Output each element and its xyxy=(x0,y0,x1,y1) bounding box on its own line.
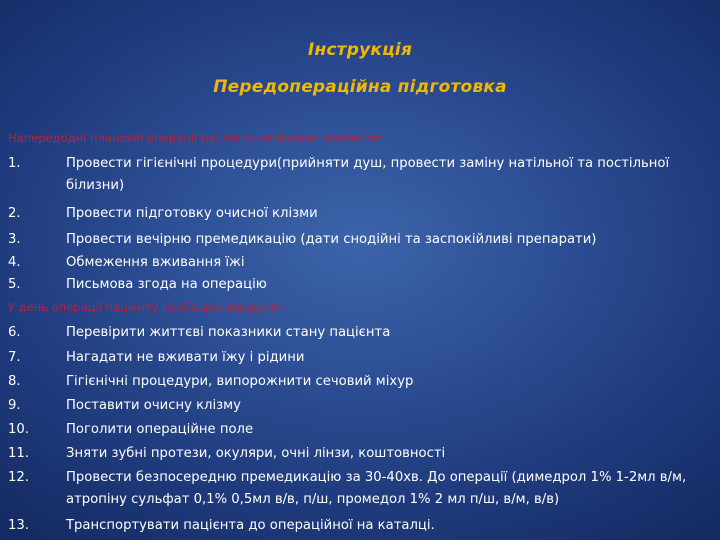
list-item-text: Зняти зубні протези, окуляри, очні лінзи, коштовності xyxy=(66,446,446,461)
list-item-number: 11. xyxy=(8,446,29,461)
list-item-number: 8. xyxy=(8,374,21,389)
section-note-surgery-day: У день операції пацієнту необхідно провести: xyxy=(8,300,288,314)
list-item-text: Провести вечірню премедикацію (дати снодійні та заспокійливі препарати) xyxy=(66,232,597,247)
list-item-number: 1. xyxy=(8,156,21,171)
list-item-number: 6. xyxy=(8,325,21,340)
slide-title: Інструкція xyxy=(307,40,413,60)
list-item-text: Гігієнічні процедури, випорожнити сечовий міхур xyxy=(66,374,414,389)
slide-subtitle: Передопераційна підготовка xyxy=(213,77,507,97)
list-item-number: 2. xyxy=(8,206,21,221)
list-item-number: 12. xyxy=(8,470,29,485)
list-item-text: Нагадати не вживати їжу і рідини xyxy=(66,350,305,365)
list-item-text: Провести безпосередню премедикацію за 30-40хв. До операції (димедрол 1% 1-2мл в/м, атропіну сульфат 0,1% 0,5мл в/в, п/ш, промедол 1% 2 мл п/ш, в/м, в/в) xyxy=(66,470,687,507)
list-item-text: Поголити операційне поле xyxy=(66,422,254,437)
list-item-number: 7. xyxy=(8,350,21,365)
list-item-text: Поставити очисну клізму xyxy=(66,398,241,413)
section-note-preop-day: Напередодні планової операції пацієнту необхідно провести: xyxy=(8,131,383,145)
list-item-text: Провести гігієнічні процедури(прийняти душ, провести заміну натільної та постільної білизни) xyxy=(66,156,670,193)
list-item-text: Перевірити життєві показники стану пацієнта xyxy=(66,325,391,340)
list-item-number: 4. xyxy=(8,255,21,270)
list-item-text: Письмова згода на операцію xyxy=(66,277,267,292)
list-item-number: 9. xyxy=(8,398,21,413)
list-item-number: 10. xyxy=(8,422,29,437)
list-item-text: Транспортувати пацієнта до операційної на каталці. xyxy=(66,518,435,533)
list-item-number: 13. xyxy=(8,518,29,533)
list-item-text: Обмеження вживання їжі xyxy=(66,255,245,270)
list-item-number: 3. xyxy=(8,232,21,247)
list-item-text: Провести підготовку очисної клізми xyxy=(66,206,318,221)
list-item-number: 5. xyxy=(8,277,21,292)
